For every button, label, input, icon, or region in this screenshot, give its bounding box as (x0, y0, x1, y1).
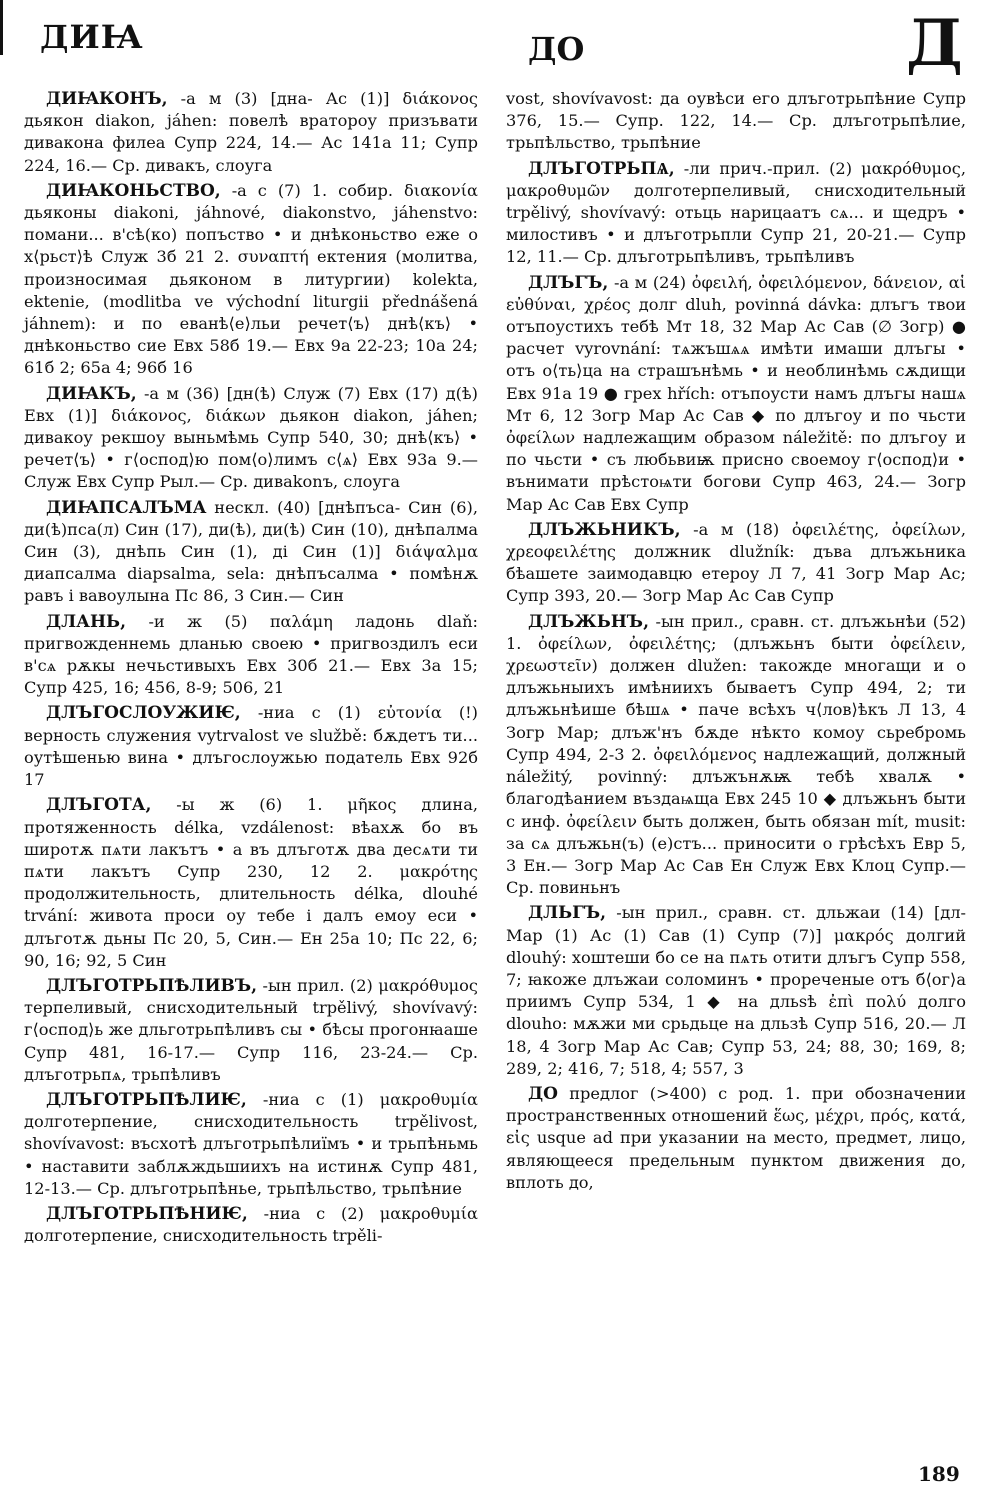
dictionary-entry-continuation (506, 88, 966, 155)
entry-text: -ниа с (1) εὐτονία (!) верность служения vytrvalost ve službě: бѫдетъ ти... оутѣшенью вина • длъгослоужью податель Евх 92б 17 (24, 703, 478, 790)
left-column (24, 88, 478, 1250)
entry-text: -ниа с (2) μακροθυμία долготерпение, снисходительность trpěli- (24, 1203, 478, 1246)
entry-text: нескл. (40) [днѣпъса- Син (6), ди(ѣ)пса(л) Син (17), ди(ѣ), ди(ѣ) Син (10), днѣпалма Син (3), днѣпь Син (1), ді Син (1)] διάψαλμα диапсалма diapsalma, sela: днѣпъсалма • помѣнѫ равъ і вавоулына Пс 86, 3 Син.— Син (24, 497, 478, 606)
entry-headword: ДИꙖКОНЬСТВО, (46, 180, 221, 201)
entry-headword: ДЛЪГОТРЬПѢЛИВЪ, (46, 975, 258, 996)
entry-headword: ДИꙖПСАЛЪМА (46, 497, 207, 518)
entry-headword: ДЛЪГОТРЬПѢНИѤ, (46, 1203, 248, 1224)
entry-text: -а с (7) 1. собир. διακονία дьяконы diakoni, jáhnové, diakonstvo, jáhenstvo: помани... в'сѣ(ко) попъство • и днѣконьство еже о х⟨рьст⟩ѣ Служ 3б 21 2. συναπτή ектения (молитва, произносимая дьяконом в литургии) kolekta, ektenie, (modlitba ve východní liturgii přednášená jáhnem): и по еванѣ⟨е⟩льи речет⟨ъ⟩ днѣ⟨къ⟩ • днѣконьство сие Евх 58б 19.— Евх 9а 22-23; 10а 24; 61б 2; 65а 4; 96б 16 (24, 180, 478, 378)
dictionary-entry (24, 180, 478, 380)
entry-text: -а м (36) [дн(ѣ) Служ (7) Евх (17) д(ѣ) Евх (1)] διάκονος, διάκων дьякон diakon, jáhen; дивакоу рекшоу выньмѣмь Супр 540, 30; днѣ⟨къ⟩ • речет⟨ъ⟩ • г⟨оспод⟩ю пом⟨о⟩лимъ с⟨ѧ⟩ Евх 93а 9.— Служ Евх Супр Рыл.— Ср. дивakonъ, слоуга (24, 383, 478, 492)
entry-text: -ы ж (6) 1. μῆκος длина, протяженность délka, vzdálenost: вѣахѫ бо въ широтѫ пѧти лакътъ • а въ длъготѫ два десѧти ти пѧти лакътъ Супр 230, 12 2. μακρότης продолжительность, длительность délka, dlouhé trvání: живота проси оу тебе і далъ емоу еси • длъготѫ дьны Пс 20, 5, Син.— Ен 25а 10; Пс 22, 6; 90, 16; 92, 5 Син (24, 795, 478, 970)
entry-headword: ДЛЬГЪ, (528, 903, 607, 924)
entry-text: -ниа с (1) μακροθυμία долготерпение, снисходительность trpělivost, shovívavost: въсхотѣ длъготрьпѣлиїмъ • и трьпѣньмь • наставити заблѫждьшиихъ на истинѫ Супр 481, 12-13.— Ср. длъготрьпѣнье, трьпѣльство, трьпѣние (24, 1089, 478, 1198)
entry-headword: ДЛЪГОТА, (46, 795, 152, 816)
dictionary-entry (24, 1089, 478, 1200)
dictionary-entry (506, 902, 966, 1080)
dictionary-entry (24, 1203, 478, 1247)
entry-headword: ДО (528, 1083, 558, 1104)
entry-text: -ли прич.-прил. (2) μακρόθυμος, μακροθυμῶν долготерпеливый, снисходительный trpělivý, shovívavý: отьць нарицаатъ сѧ... и щедръ • милостивъ • и длъготрьпли Супр 21, 20-21.— Супр 12, 11.— Ср. длъготрьпѣливъ, трьпѣливъ (506, 158, 966, 267)
entry-headword: ДИꙖКЪ, (46, 383, 137, 404)
entry-headword: ДЛЪГОСЛОУЖИѤ, (46, 703, 241, 724)
dictionary-entry (24, 497, 478, 608)
dictionary-entry (506, 272, 966, 516)
entry-headword: ДЛЪЖЬНЪ, (528, 611, 649, 632)
entry-text: vost, shovívavost: да оувѣси его длъготрьпѣние Супр 376, 15.— Супр. 122, 14.— Ср. длъготрьпѣлие, трьпѣльство, трьпѣние (506, 89, 966, 153)
entry-headword: ДЛЪГОТРЬПѦ, (528, 158, 675, 179)
page-edge-mark (0, 0, 3, 55)
dictionary-entry (24, 88, 478, 177)
entry-headword: ДЛЪЖЬНИКЪ, (528, 519, 681, 540)
entry-text: -а м (24) ὀφειλή, ὀφειλόμενον, δάνειον, αἱ εὐθύναι, χρέος долг dluh, povinná dávka: длъгъ твои отъпоустихъ тебѣ Мт 18, 32 Мар Ас Сав (∅ Зогр) ● расчет vyrovnání: тѧжъшѧѧ имѣти имаши длъгы • отъ о⟨ть⟩ца на страшънѣмь • и необлинѣмь сѫдищи Евх 91а 19 ● грех hřích: отъпоусти намъ длъгы нашѧ Мт 6, 12 Зогр Мар Ас Сав ◆ по длъгоу и по чьсти ὀφείλων надлежащим образом náležitě: по длъгоу и по чьсти • съ любьвиѭ присно своемоу г⟨оспод⟩и • вънимати прѣстоѩти богови Супр 463, 24.— Зогр Мар Ас Сав Евх Супр (506, 272, 966, 514)
entry-text: -ын прил., сравн. ст. длъжьнѣи (52) 1. ὀφείλων, ὀφειλέτης; (длъжьнъ быти ὀφείλειν, χρεωστεῖν) должен dlužen: такожде многащи и о длъжьныихъ имѣниихъ бываетъ Супр 494, 2; ти длъжьнѣише бѣшѧ • паче всѣхъ ч⟨лов⟩ѣкъ Л 13, 4 Зогр Мар; длъж'нъ бѫде нѣкто комоу сьребромь Супр 494, 2-3 2. ὀφειλόμενος надлежащий, должный náležitý, povinný: длъжънѫѭ тебѣ хвалѫ • благодѣанием въздаѩща Евх 245 10 ◆ длъжьнъ быти с инф. ὀφείλειν быть должен, быть обязан mít, musit: за сѧ длъжьн(ъ) (е)стъ... приносити о грѣсѣхъ Евр 5, 3 Ен.— Зогр Мар Ас Сав Ен Служ Евх Клоц Супр.— Ср. повиньнъ (506, 611, 966, 898)
entry-headword: ДЛЪГЪ, (528, 272, 609, 293)
dictionary-entry (24, 975, 478, 1086)
page-number: 189 (918, 1462, 960, 1486)
running-head-center: ДО (528, 30, 585, 68)
dictionary-entry (24, 611, 478, 700)
dictionary-entry (506, 158, 966, 269)
dictionary-entry (506, 519, 966, 608)
entry-text: -а м (3) [дна- Ас (1)] διάκονος дьякон diakon, jáhen: повелѣ вратороу призъвати дивакона филеа Супр 224, 14.— Ас 141а 11; Супр 224, 16.— Ср. дивакъ, слоуга (24, 89, 478, 175)
dictionary-entry (24, 702, 478, 791)
entry-text: -ын прил. (2) μακρόθυμος терпеливый, снисходительный trpělivý, shovívavý: г⟨оспод⟩ь же дльготрьпѣливъ сы • бѣсы прогонꙗаше Супр 481, 16-17.— Супр 116, 23-24.— Ср. длъготрьпѧ, трьпѣливъ (24, 975, 478, 1084)
entry-headword: ДЛАНЬ, (46, 611, 127, 632)
section-letter: Д (906, 6, 963, 81)
entry-text: -и ж (5) παλάμη ладонь dlaň: пригвожденнемь дланью своею • пригвоздилъ еси в'сѧ рѫкы нечьстивыхъ Евх 30б 21.— Евх 3а 15; Супр 425, 16; 456, 8-9; 506, 21 (24, 611, 478, 698)
dictionary-entry (24, 383, 478, 494)
entry-headword: ДИꙖКОНЪ, (46, 89, 168, 109)
entry-text: предлог (>400) с род. 1. при обозначении пространственных отношений ἕως, μέχρι, πρός, κατά, εἰς usque ad при указании на место, предмет, лицо, являющееся предельным пунктом движения до, вплоть до, (506, 1083, 966, 1192)
dictionary-entry (506, 611, 966, 900)
entry-text: -а м (18) ὀφειλέτης, ὀφείλων, χρεοφειλέτης должник dlužník: дъва длъжьника бѣашете заимодавцю етероу Л 7, 41 Зогр Мар Ас; Супр 393, 20.— Зогр Мар Ас Сав Супр (506, 519, 966, 606)
entry-text: -ын прил., сравн. ст. дльжаи (14) [дл- Мар (1) Ас (1) Сав (1) Супр (7)] μακρός долгий dlouhý: хоштеши бо се на пѧть отити длъгъ Супр 558, 7; ꙗкоже длъжаи соломинъ • прореченые отъ б⟨ог⟩а приимъ Супр 534, 1 ◆ на дльѕѣ ἐπὶ πολύ долго dlouho: мѫжи ми срьдьце на дльзѣ Супр 516, 20.— Л 18, 4 Зогр Мар Ас Сав; Супр 53, 24; 88, 30; 169, 8; 289, 2; 416, 7; 518, 4; 557, 3 (506, 903, 966, 1078)
entry-headword: ДЛЪГОТРЬПѢЛИѤ, (46, 1089, 247, 1110)
running-head-left: ДИꙖ (40, 18, 143, 56)
right-column (506, 88, 966, 1197)
dictionary-entry (506, 1083, 966, 1194)
dictionary-entry (24, 794, 478, 972)
